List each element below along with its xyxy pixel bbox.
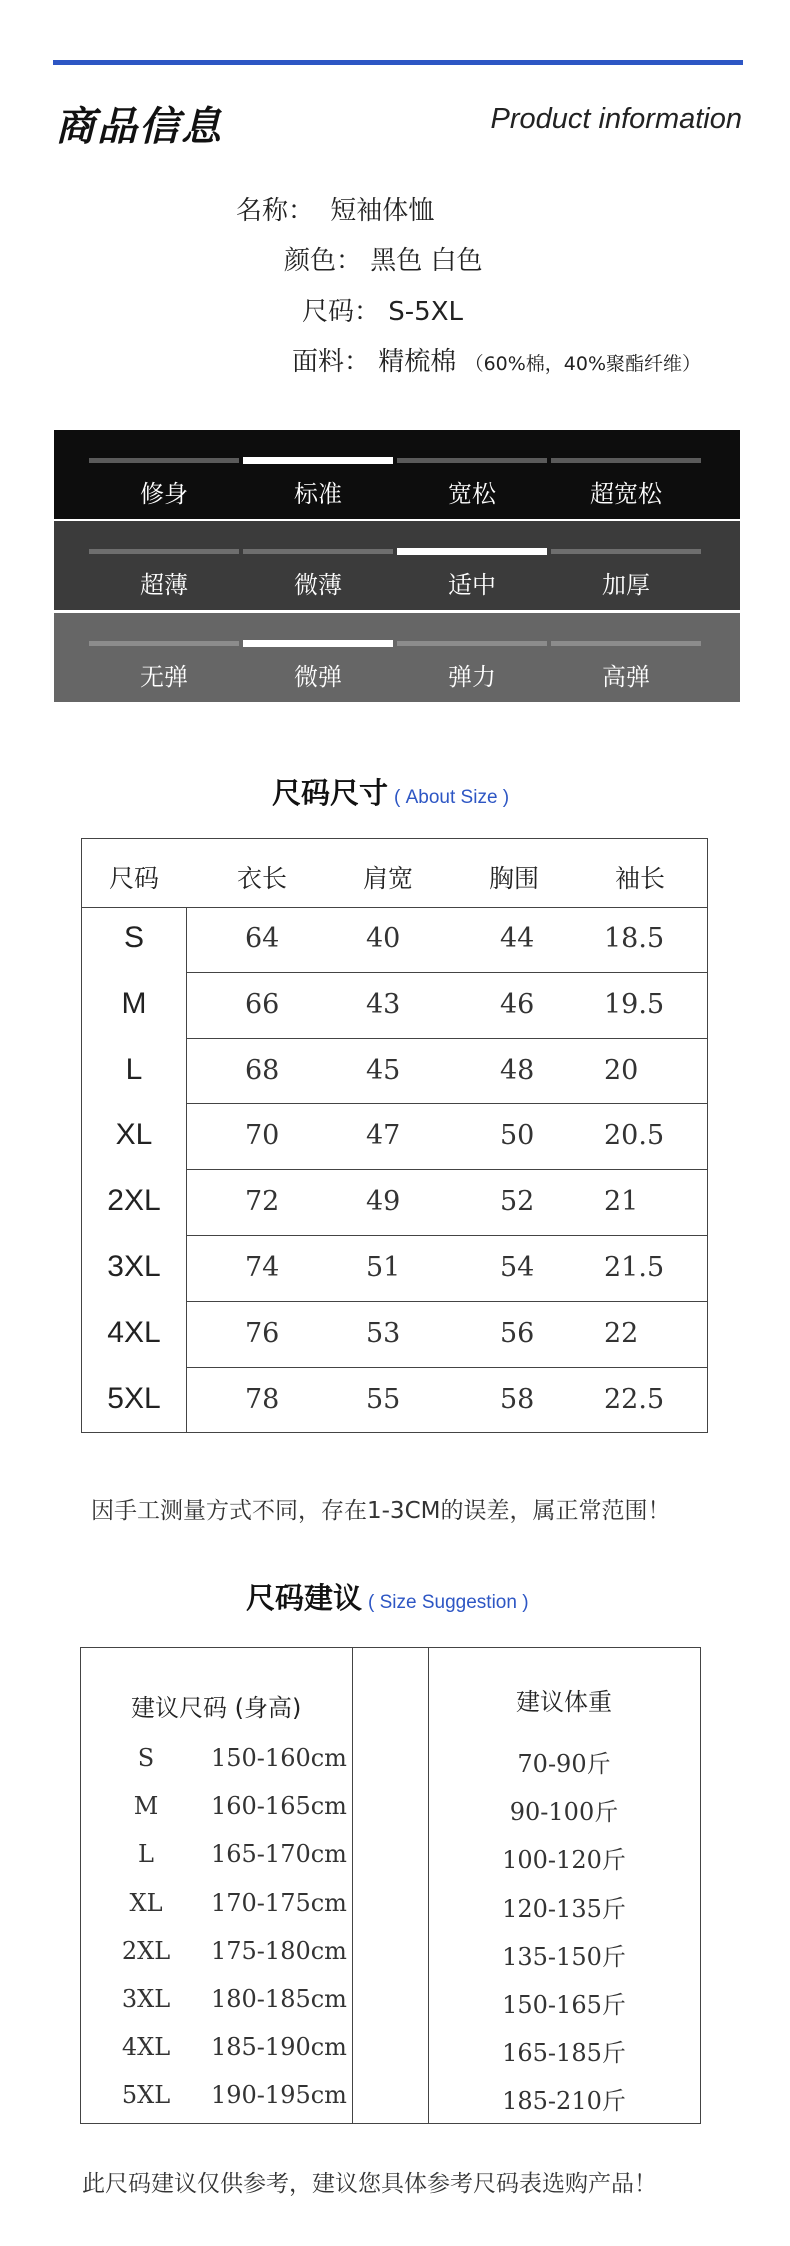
thickness-indicator [89, 549, 239, 554]
info-name-value: 短袖体恤 [330, 196, 435, 226]
suggest-height: 150-160cm [211, 1744, 347, 1772]
fit-indicator [397, 458, 547, 463]
sleeve-cell: 21 [604, 1186, 639, 1217]
weight-header: 建议体重 [516, 1688, 612, 1716]
size-cell: 5XL [107, 1382, 161, 1415]
chest-cell: 48 [500, 1055, 535, 1086]
elasticity-indicator [551, 641, 701, 646]
thickness-option [551, 521, 701, 610]
size-height-header: 建议尺码 (身高) [131, 1694, 302, 1722]
suggest-weight: 150-165斤 [502, 1991, 626, 2019]
size-cell: 2XL [107, 1184, 161, 1217]
info-size-label: 尺码： [302, 297, 381, 327]
suggest-weight: 90-100斤 [509, 1798, 619, 1826]
chest-cell: 46 [500, 989, 535, 1020]
suggest-weight: 100-120斤 [502, 1846, 626, 1874]
section-title: 商品信息 [55, 104, 223, 150]
elasticity-option-label: 弹力 [448, 663, 496, 691]
suggest-weight: 165-185斤 [502, 2039, 626, 2067]
fit-indicator [243, 457, 393, 464]
chest-cell: 58 [500, 1384, 535, 1415]
info-fabric-label: 面料： [292, 347, 371, 377]
chest-cell: 56 [500, 1318, 535, 1349]
chest-cell: 52 [500, 1186, 535, 1217]
thickness-option-label: 加厚 [602, 571, 650, 599]
suggest-size: M [133, 1792, 159, 1820]
suggestion-table [80, 1647, 701, 2124]
info-name [236, 190, 434, 227]
thickness-indicator [551, 549, 701, 554]
size-cell: L [125, 1053, 143, 1086]
elasticity-option-label: 高弹 [602, 663, 650, 691]
thickness-indicator [397, 548, 547, 555]
thickness-option-label: 适中 [448, 571, 496, 599]
suggest-height: 165-170cm [211, 1840, 347, 1868]
column-header: 尺码 [108, 864, 159, 893]
elasticity-band [54, 613, 740, 702]
thickness-option-label: 微薄 [294, 571, 342, 599]
info-size [302, 291, 463, 328]
measurement-note: 因手工测量方式不同，存在1-3CM的误差，属正常范围！ [91, 1498, 671, 1524]
shoulder-cell: 53 [366, 1318, 401, 1349]
header-accent-bar [53, 60, 743, 65]
size-chart-table [81, 838, 708, 1433]
elasticity-option [397, 613, 547, 702]
chest-cell: 54 [500, 1252, 535, 1283]
suggest-size: 5XL [121, 2081, 171, 2109]
suggest-size: 3XL [121, 1985, 171, 2013]
thickness-option [89, 521, 239, 610]
suggest-height: 190-195cm [211, 2081, 347, 2109]
elasticity-option [551, 613, 701, 702]
chest-cell: 50 [500, 1120, 535, 1151]
column-header: 衣长 [236, 864, 287, 893]
length-cell: 68 [245, 1055, 280, 1086]
suggest-weight: 70-90斤 [517, 1750, 611, 1778]
suggest-weight: 135-150斤 [502, 1943, 626, 1971]
elasticity-option-label: 微弹 [294, 663, 342, 691]
thickness-band [54, 521, 740, 610]
suggest-height: 185-190cm [211, 2033, 347, 2061]
length-cell: 76 [245, 1318, 280, 1349]
fit-option [551, 430, 701, 519]
size-chart-heading [272, 771, 509, 812]
table-row [82, 1104, 707, 1170]
shoulder-cell: 51 [366, 1252, 401, 1283]
size-chart-heading-en: ( About Size ) [394, 787, 510, 808]
shoulder-cell: 49 [366, 1186, 401, 1217]
section-title-en: Product information [490, 103, 742, 135]
suggest-size: 4XL [121, 2033, 171, 2061]
fit-option [397, 430, 547, 519]
suggestion-heading-en: ( Size Suggestion ) [368, 1592, 529, 1613]
column-divider [352, 1648, 353, 2123]
column-header: 袖长 [614, 864, 665, 893]
suggest-size: XL [129, 1889, 163, 1917]
fit-indicator [551, 458, 701, 463]
suggest-height: 175-180cm [211, 1937, 347, 1965]
table-row [82, 1368, 707, 1432]
table-row [82, 907, 707, 973]
thickness-indicator [243, 549, 393, 554]
suggest-size: L [138, 1840, 154, 1868]
length-cell: 74 [245, 1252, 280, 1283]
table-row [82, 1302, 707, 1368]
sleeve-cell: 22 [604, 1318, 639, 1349]
info-fabric-value: 精梳棉 [378, 347, 457, 377]
size-cell: M [121, 987, 147, 1020]
thickness-option [243, 521, 393, 610]
suggest-height: 170-175cm [211, 1889, 347, 1917]
sleeve-cell: 19.5 [604, 989, 665, 1020]
sleeve-cell: 20 [604, 1055, 639, 1086]
shoulder-cell: 47 [366, 1120, 401, 1151]
fit-option [243, 430, 393, 519]
suggest-height: 180-185cm [211, 1985, 347, 2013]
table-row [82, 1039, 707, 1104]
size-cell: XL [115, 1118, 153, 1151]
fit-band [54, 430, 740, 519]
size-cell: 3XL [107, 1250, 161, 1283]
info-name-label: 名称： [236, 196, 315, 226]
suggest-size: 2XL [121, 1937, 171, 1965]
info-size-value: S-5XL [388, 297, 464, 327]
sleeve-cell: 21.5 [604, 1252, 665, 1283]
table-row [82, 1236, 707, 1302]
shoulder-cell: 55 [366, 1384, 401, 1415]
elasticity-indicator [89, 641, 239, 646]
thickness-option-label: 超薄 [140, 571, 188, 599]
elasticity-indicator [397, 641, 547, 646]
fit-option-label: 修身 [140, 480, 188, 508]
suggest-height: 160-165cm [211, 1792, 347, 1820]
fit-option-label: 标准 [294, 480, 342, 508]
thickness-option [397, 521, 547, 610]
sleeve-cell: 20.5 [604, 1120, 665, 1151]
chest-cell: 44 [500, 923, 535, 954]
table-header-row [82, 839, 707, 908]
length-cell: 64 [245, 923, 280, 954]
sleeve-cell: 18.5 [604, 923, 665, 954]
info-color [284, 240, 483, 277]
fit-option [89, 430, 239, 519]
info-fabric [292, 341, 701, 378]
length-cell: 72 [245, 1186, 280, 1217]
suggestion-heading-text: 尺码建议 [246, 1581, 363, 1615]
fit-option-label: 超宽松 [590, 480, 662, 508]
shoulder-cell: 40 [366, 923, 401, 954]
suggest-size: S [137, 1744, 155, 1772]
length-cell: 78 [245, 1384, 280, 1415]
elasticity-option [89, 613, 239, 702]
length-cell: 66 [245, 989, 280, 1020]
suggestion-heading [246, 1576, 529, 1617]
fit-option-label: 宽松 [448, 480, 496, 508]
sleeve-cell: 22.5 [604, 1384, 665, 1415]
info-fabric-note: （60%棉，40%聚酯纤维） [464, 353, 702, 375]
column-header: 胸围 [488, 864, 539, 893]
info-color-label: 颜色： [284, 246, 363, 276]
table-row [82, 1170, 707, 1236]
info-color-value: 黑色 白色 [370, 246, 483, 276]
shoulder-cell: 43 [366, 989, 401, 1020]
length-cell: 70 [245, 1120, 280, 1151]
table-row [82, 973, 707, 1039]
suggest-weight: 120-135斤 [502, 1895, 626, 1923]
elasticity-option [243, 613, 393, 702]
elasticity-option-label: 无弹 [140, 663, 188, 691]
elasticity-indicator [243, 640, 393, 647]
fit-indicator [89, 458, 239, 463]
size-cell: 4XL [107, 1316, 161, 1349]
shoulder-cell: 45 [366, 1055, 401, 1086]
size-chart-heading-text: 尺码尺寸 [272, 776, 389, 810]
column-header: 肩宽 [362, 864, 413, 893]
suggestion-footer-note: 此尺码建议仅供参考，建议您具体参考尺码表选购产品！ [82, 2171, 657, 2197]
size-cell: S [123, 921, 144, 954]
suggest-weight: 185-210斤 [502, 2087, 626, 2115]
